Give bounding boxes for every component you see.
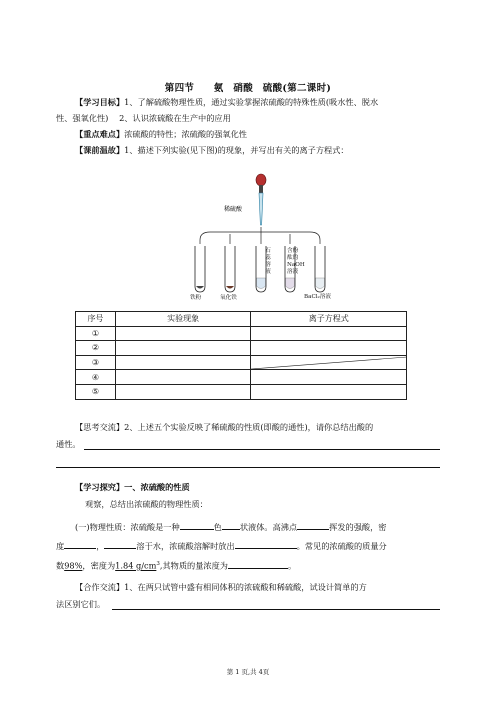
explore-label: 【学习探究】 bbox=[75, 482, 125, 492]
table-row bbox=[76, 370, 407, 385]
row-number: ② bbox=[76, 341, 116, 356]
row-number: ④ bbox=[76, 370, 116, 385]
physical-properties-line-1: (一)物理性质：浓硫酸是一种 色 状液体。高沸点 挥发的强酸，密 bbox=[75, 522, 387, 532]
explore-intro: 观察，总结出浓硫酸的物理性质： bbox=[85, 499, 208, 509]
page-footer: 第 1 页,共 4页 bbox=[226, 668, 270, 676]
tube-3-label: 石 蕊 溶 液 bbox=[265, 248, 271, 275]
physical-properties-line-3: 数98%，密度为1.84 $g/cm^3$,其物质的量浓度为 。 bbox=[56, 560, 297, 571]
brace-line bbox=[200, 232, 320, 240]
tube-4-label: 含酚 酞的 NaOH 溶液 bbox=[287, 248, 305, 275]
experiment-diagram bbox=[180, 170, 340, 305]
answer-line[interactable] bbox=[56, 467, 440, 468]
phenomenon-cell[interactable] bbox=[115, 355, 251, 370]
experiment-table bbox=[75, 311, 407, 400]
dropper-icon bbox=[256, 174, 266, 225]
tube-5-label: BaCl₂溶液 bbox=[304, 294, 331, 300]
equation-cell[interactable] bbox=[251, 341, 407, 356]
diagonal-line bbox=[251, 356, 407, 370]
row-number: ③ bbox=[76, 355, 116, 370]
blank-solubility[interactable] bbox=[104, 539, 136, 549]
reflection-text-1: 2、上述五个实验反映了稀硫酸的性质(即酸的通性)，请你总结出酸的 bbox=[124, 422, 374, 432]
table-header-row bbox=[76, 312, 407, 327]
table-row bbox=[76, 341, 407, 356]
explore-line bbox=[75, 481, 190, 494]
blank-volatility[interactable] bbox=[297, 520, 329, 530]
page-title: 第四节 氨 硝酸 硫酸(第二课时) bbox=[164, 83, 332, 94]
reflection-text-2: 通性。 bbox=[56, 439, 81, 449]
reflection-line-1 bbox=[75, 421, 373, 434]
tube-1-label: 铁粉 bbox=[190, 295, 202, 301]
table-row bbox=[76, 384, 407, 399]
table-row bbox=[76, 326, 407, 341]
blank-heat[interactable] bbox=[235, 539, 297, 549]
dropper-label: 稀硫酸 bbox=[224, 206, 243, 213]
review-line bbox=[75, 144, 349, 157]
key-points-text: 浓硫酸的特性；浓硫酸的强氧化性 bbox=[124, 129, 247, 139]
review-text: 1、描述下列实验(见下图)的现象，并写出有关的离子方程式： bbox=[124, 145, 349, 155]
equation-cell[interactable] bbox=[251, 355, 407, 370]
row-number: ① bbox=[76, 326, 116, 341]
objectives-label: 【学习目标】 bbox=[75, 97, 125, 107]
key-points-label: 【重点难点】 bbox=[75, 129, 125, 139]
header-number: 序号 bbox=[76, 312, 116, 327]
objectives-line-1 bbox=[75, 96, 378, 109]
phenomenon-cell[interactable] bbox=[115, 384, 251, 399]
equation-cell[interactable] bbox=[251, 326, 407, 341]
answer-line[interactable] bbox=[112, 609, 440, 610]
answer-line[interactable] bbox=[84, 449, 440, 450]
cooperate-label: 【合作交流】 bbox=[75, 582, 125, 592]
physical-properties-line-2: 度 ， 溶于水，浓硫酸溶解时放出 。常见的浓硫酸的质量分 bbox=[56, 541, 387, 551]
review-label: 【课前温故】 bbox=[75, 145, 125, 155]
header-equation: 离子方程式 bbox=[251, 312, 407, 327]
blank-state[interactable] bbox=[222, 520, 240, 530]
objectives-text-1: 1、了解硫酸物理性质，通过实验掌握浓硫酸的特殊性质(吸水性、脱水 bbox=[124, 97, 379, 107]
equation-cell[interactable] bbox=[251, 384, 407, 399]
blank-color[interactable] bbox=[180, 520, 214, 530]
phenomenon-cell[interactable] bbox=[115, 341, 251, 356]
table-row bbox=[76, 355, 407, 370]
objectives-text-2: 性、强氧化性) 2、认识浓硫酸在生产中的应用 bbox=[56, 113, 231, 123]
explore-heading: 一、浓硫酸的性质 bbox=[124, 482, 190, 492]
test-tube-2-icon bbox=[225, 246, 235, 292]
mass-fraction: 98% bbox=[64, 560, 83, 571]
tube-2-label: 氧化铁 bbox=[220, 295, 237, 301]
density-value: 1.84 g/cm bbox=[115, 560, 157, 571]
header-phenomenon: 实验现象 bbox=[115, 312, 251, 327]
cooperate-text-2: 法区别它们。 bbox=[56, 599, 106, 609]
equation-cell[interactable] bbox=[251, 370, 407, 385]
row-number: ⑤ bbox=[76, 384, 116, 399]
blank-density[interactable] bbox=[64, 539, 96, 549]
phenomenon-cell[interactable] bbox=[115, 326, 251, 341]
reflection-label: 【思考交流】 bbox=[75, 422, 125, 432]
cooperate-text-1: 1、在两只试管中盛有相同体积的浓硫酸和稀硫酸，试设计简单的方 bbox=[124, 582, 367, 592]
cooperate-line-1 bbox=[75, 581, 367, 594]
phenomenon-cell[interactable] bbox=[115, 370, 251, 385]
blank-concentration[interactable] bbox=[228, 559, 288, 569]
key-points-line bbox=[75, 128, 247, 141]
test-tube-1-icon bbox=[195, 246, 205, 292]
